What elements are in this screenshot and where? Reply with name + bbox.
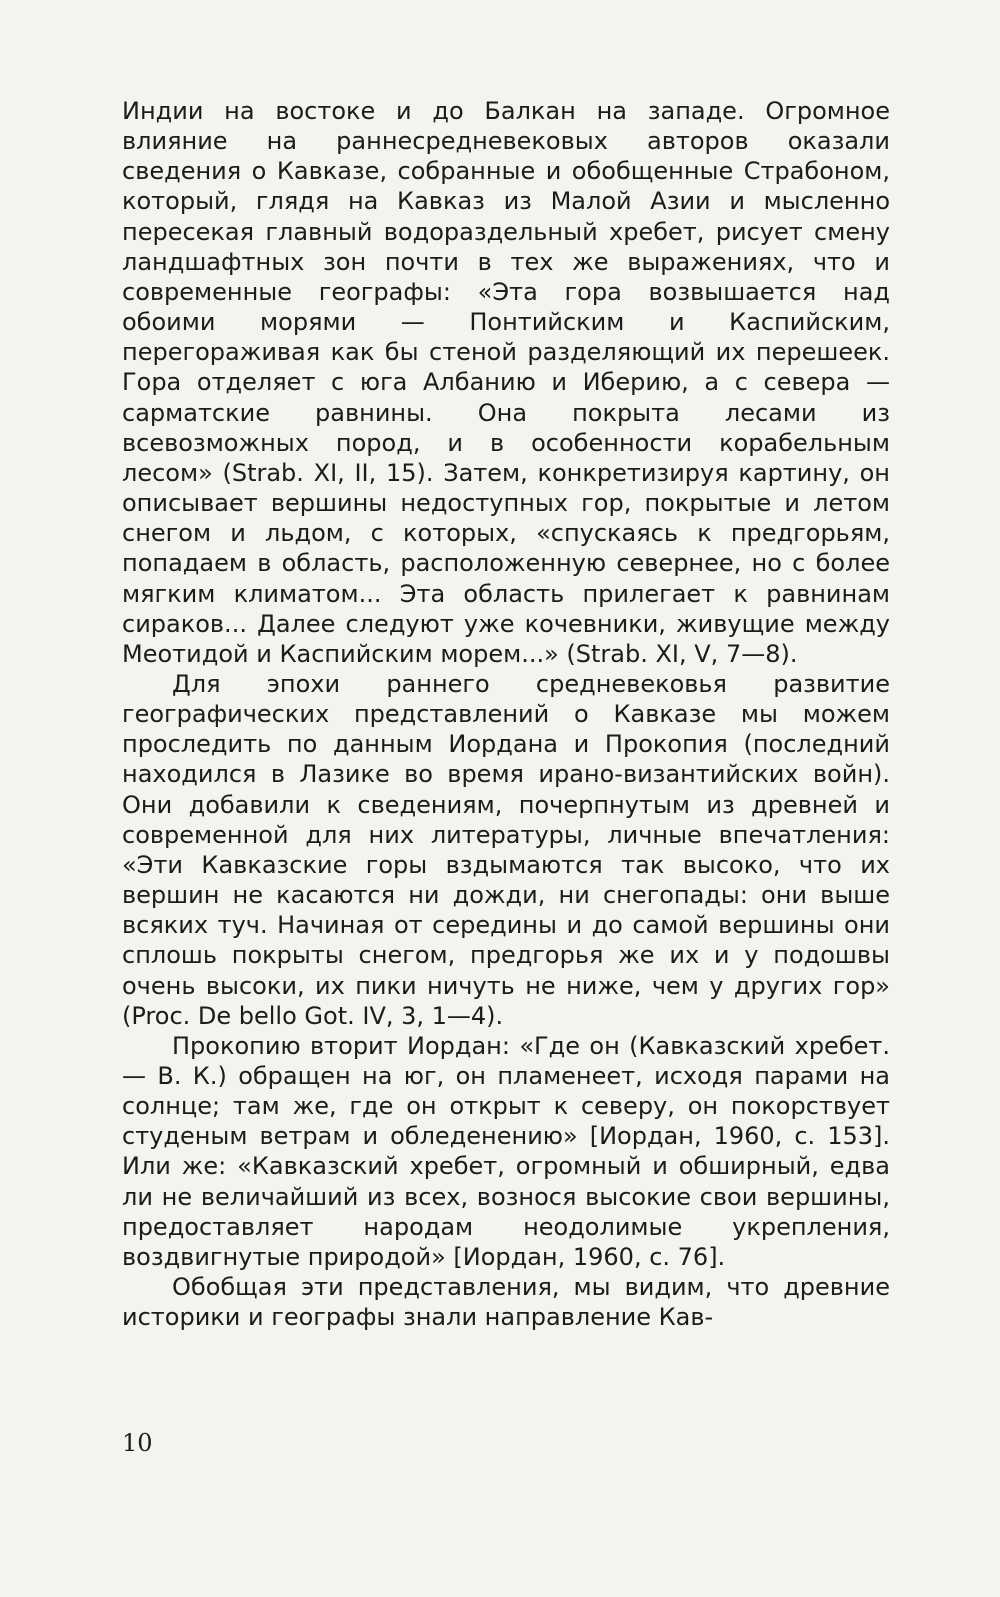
paragraph-2: Для эпохи раннего средневековья развитие географических представлений о Кавказе мы можем проследить по данным Иордана и Прокопия (последний находился в Лазике во время ирано-византийских войн). Они добавили к сведениям, почерпнутым из древней и современной для них литературы, личные впечатления: «Эти Кавказские горы вздымаются так высоко, что их вершин не касаются ни дожди, ни снегопады: они выше всяких туч. Начиная от середины и до самой вершины они сплошь покрыты снегом, предгорья же их и у подошвы очень высоки, их пики ничуть не ниже, чем у других гор» (Proc. De bello Got. IV, 3, 1—4). — [122, 669, 890, 1030]
paragraph-1: Индии на востоке и до Балкан на западе. Огромное влияние на раннесредневековых авторов оказали сведения о Кавказе, собранные и обобщенные Страбоном, который, глядя на Кавказ из Малой Азии и мысленно пересекая главный водораздельный хребет, рисует смену ландшафтных зон почти в тех же выражениях, что и современные географы: «Эта гора возвышается над обоими морями — Понтийским и Каспийским, перегораживая как бы стеной разделяющий их перешеек. Гора отделяет с юга Албанию и Иберию, а с севера — сарматские равнины. Она покрыта лесами из всевозможных пород, и в особенности корабельным лесом» (Strab. XI, II, 15). Затем, конкретизируя картину, он описывает вершины недоступных гор, покрытые и летом снегом и льдом, с которых, «спускаясь к предгорьям, попадаем в область, расположенную севернее, но с более мягким климатом... Эта область прилегает к равнинам сираков... Далее следуют уже кочевники, живущие между Меотидой и Каспийским морем...» (Strab. XI, V, 7—8). — [122, 97, 890, 668]
paragraph-4: Обобщая эти представления, мы видим, что древние историки и географы знали направление Кав- — [122, 1273, 890, 1332]
paragraph-3: Прокопию вторит Иордан: «Где он (Кавказский хребет.— В. К.) обращен на юг, он пламенеет, исходя парами на солнце; там же, где он открыт к северу, он покорствует студеным ветрам и обледенению» [Иордан, 1960, с. 153]. Или же: «Кавказский хребет, огромный и обширный, едва ли не величайший из всех, вознося высокие свои вершины, предоставляет народам неодолимые укрепления, воздвигнутые природой» [Иордан, 1960, с. 76]. — [122, 1031, 890, 1271]
body-text — [122, 96, 890, 1332]
page-number: 10 — [122, 1429, 153, 1457]
